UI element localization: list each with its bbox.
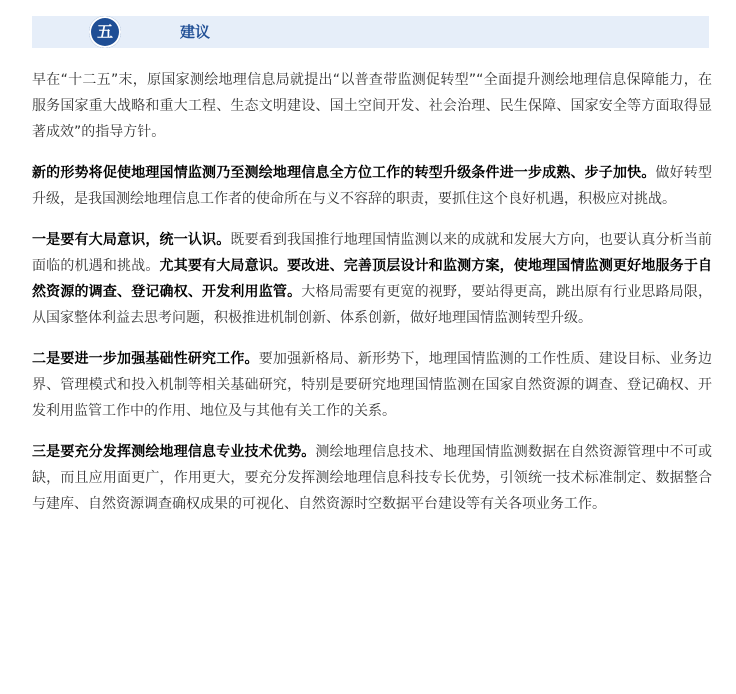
paragraph-text: 做好转型升级，是我国测绘地理信息工作者的使命所在与义不容辞的职责，要抓住这个良好机遇，积极应对挑战。 — [32, 165, 713, 207]
paragraph-lead: 三是要充分发挥测绘地理信息专业技术优势。 — [32, 444, 316, 460]
section-title: 建议 — [180, 23, 211, 41]
section-header-bar — [32, 16, 709, 48]
paragraph-1 — [32, 67, 712, 145]
article-body — [32, 67, 712, 532]
section-number-badge — [89, 16, 121, 48]
paragraph-lead: 新的形势将促使地理国情监测乃至测绘地理信息全方位工作的转型升级条件进一步成熟、步子加快。 — [32, 165, 656, 181]
paragraph-text: 测绘地理信息技术、地理国情监测数据在自然资源管理中不可或缺，而且应用面更广，作用更大，要充分发挥测绘地理信息科技专长优势，引领统一技术标准制定、数据整合与建库、自然资源调查确权成果的可视化、自然资源时空数据平台建设等有关各项业务工作。 — [32, 444, 713, 512]
paragraph-2 — [32, 160, 712, 212]
paragraph-text: 大格局需要有更宽的视野，要站得更高，跳出原有行业思路局限，从国家整体利益去思考问题，积极推进机制创新、体系创新，做好地理国情监测转型升级。 — [32, 284, 712, 326]
section-number: 五 — [96, 22, 113, 41]
paragraph-lead: 二是要进一步加强基础性研究工作。 — [32, 351, 259, 367]
paragraph-5 — [32, 439, 712, 517]
paragraph-lead: 一是要有大局意识，统一认识。 — [32, 232, 231, 248]
paragraph-4 — [32, 346, 712, 424]
paragraph-text: 早在“十二五”末，原国家测绘地理信息局就提出“以普查带监测促转型”“全面提升测绘地理信息保障能力，在服务国家重大战略和重大工程、生态文明建设、国土空间开发、社会治理、民生保障、国家安全等方面取得显著成效”的指导方针。 — [32, 72, 712, 140]
paragraph-emphasis: 尤其要有大局意识。要改进、完善顶层设计和监测方案，使地理国情监测更好地服务于自然资源的调查、登记确权、开发利用监管。 — [32, 258, 713, 300]
paragraph-3 — [32, 227, 712, 331]
paragraph-text: 既要看到我国推行地理国情监测以来的成就和发展大方向，也要认真分析当前面临的机遇和挑战。 — [32, 232, 713, 274]
paragraph-text: 要加强新格局、新形势下，地理国情监测的工作性质、建设目标、业务边界、管理模式和投入机制等相关基础研究，特别是要研究地理国情监测在国家自然资源的调查、登记确权、开发利用监管工作中的作用、地位及与其他有关工作的关系。 — [32, 351, 713, 419]
